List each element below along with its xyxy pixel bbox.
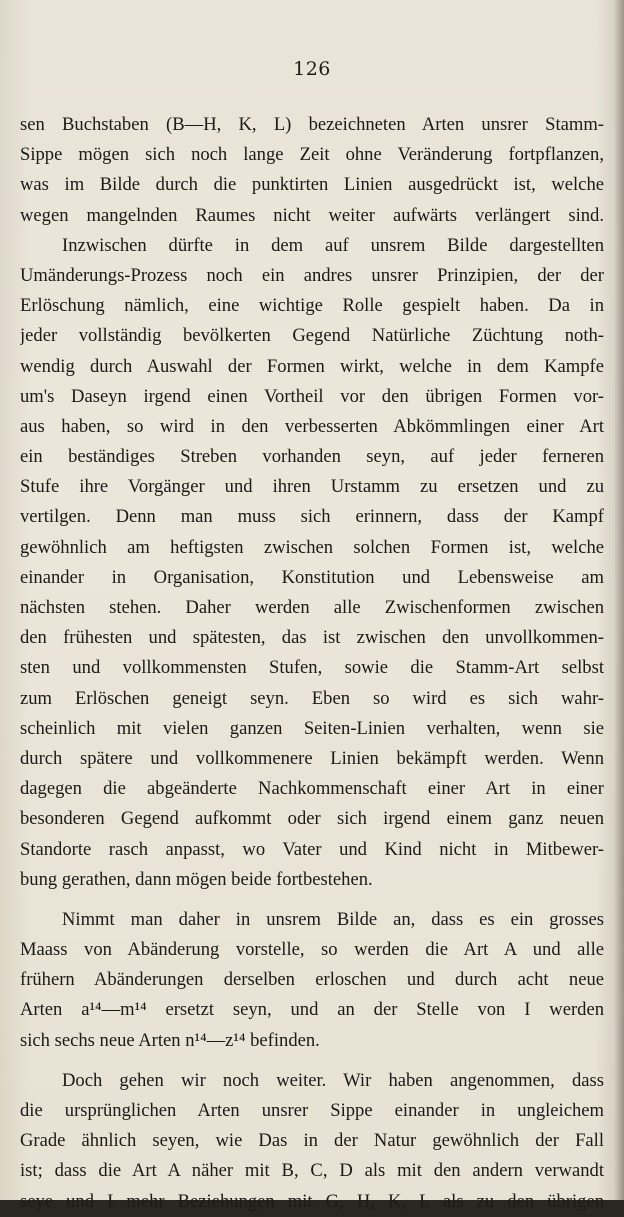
text-line: gewöhnlich am heftigsten zwischen solchen Formen ist, welche — [20, 536, 604, 558]
text-line: frühern Abänderungen derselben erloschen und durch acht neue — [20, 969, 604, 991]
text-line: Sippe mögen sich noch lange Zeit ohne Veränderung fortpflanzen, — [20, 144, 604, 166]
text-line: scheinlich mit vielen ganzen Seiten-Linien verhalten, wenn sie — [20, 717, 604, 739]
text-line: Erlöschung nämlich, eine wichtige Rolle gespielt haben. Da in — [20, 295, 604, 317]
text-line: ein beständiges Streben vorhanden seyn, auf jeder ferneren — [20, 446, 604, 468]
text-line: Standorte rasch anpasst, wo Vater und Kind nicht in Mitbewer- — [20, 838, 604, 860]
body-text — [20, 110, 604, 1217]
text-line: besonderen Gegend aufkommt oder sich irgend einem ganz neuen — [20, 808, 604, 830]
text-line: ist; dass die Art A näher mit B, C, D als mit den andern verwandt — [20, 1160, 604, 1182]
text-line: den frühesten und spätesten, das ist zwischen den unvollkommen- — [20, 627, 604, 649]
text-line: was im Bilde durch die punktirten Linien ausgedrückt ist, welche — [20, 174, 604, 196]
paragraph-3 — [20, 905, 604, 1056]
paragraph-4 — [20, 1066, 604, 1217]
text-line: wendig durch Auswahl der Formen wirkt, welche in dem Kampfe — [20, 355, 604, 377]
text-line: jeder vollständig bevölkerten Gegend Natürliche Züchtung noth- — [20, 325, 604, 347]
text-line: bung gerathen, dann mögen beide fortbestehen. — [20, 868, 373, 890]
text-line: um's Daseyn irgend einen Vortheil vor den übrigen Formen vor- — [20, 385, 604, 407]
text-line: Maass von Abänderung vorstelle, so werden die Art A und alle — [20, 939, 604, 961]
text-line: sen Buchstaben (B—H, K, L) bezeichneten Arten unsrer Stamm- — [20, 114, 604, 135]
text-line: die ursprünglichen Arten unsrer Sippe einander in ungleichem — [20, 1100, 604, 1121]
text-line: dagegen die abgeänderte Nachkommenschaft einer Art in einer — [20, 778, 604, 800]
text-line: Stufe ihre Vorgänger und ihren Urstamm zu ersetzen und zu — [20, 476, 604, 498]
text-line: Doch gehen wir noch weiter. Wir haben angenommen, dass — [62, 1069, 604, 1091]
text-line: Inzwischen dürfte in dem auf unsrem Bilde dargestellten — [62, 234, 604, 256]
text-line: Nimmt man daher in unsrem Bilde an, dass es ein grosses — [62, 908, 604, 930]
text-line: aus haben, so wird in den verbesserten Abkömmlingen einer Art — [20, 415, 604, 437]
page-number: 126 — [293, 58, 331, 80]
text-line: Grade ähnlich seyen, wie Das in der Natur gewöhnlich der Fall — [20, 1130, 604, 1152]
page-gutter-shadow — [614, 0, 624, 1200]
text-line: nächsten stehen. Daher werden alle Zwischenformen zwischen — [20, 597, 604, 618]
text-line: Umänderungs-Prozess noch ein andres unsrer Prinzipien, der der — [20, 264, 604, 286]
paragraph-2 — [20, 231, 604, 895]
text-line: Arten a¹⁴—m¹⁴ ersetzt seyn, und an der Stelle von I werden — [20, 999, 604, 1021]
text-line: sich sechs neue Arten n¹⁴—z¹⁴ befinden. — [20, 1029, 320, 1051]
text-line: sten und vollkommensten Stufen, sowie die Stamm-Art selbst — [20, 657, 604, 679]
text-line: wegen mangelnden Raumes nicht weiter aufwärts verlängert sind. — [20, 204, 604, 226]
text-line: einander in Organisation, Konstitution und Lebensweise am — [20, 566, 604, 588]
text-line: durch spätere und vollkommenere Linien bekämpft werden. Wenn — [20, 747, 604, 769]
text-line: seye und I mehr Beziehungen mit G, H, K, L als zu den übrigen — [20, 1190, 604, 1212]
paragraph-1 — [20, 110, 604, 231]
text-line: vertilgen. Denn man muss sich erinnern, dass der Kampf — [20, 506, 604, 528]
text-line: zum Erlöschen geneigt seyn. Eben so wird es sich wahr- — [20, 687, 604, 709]
